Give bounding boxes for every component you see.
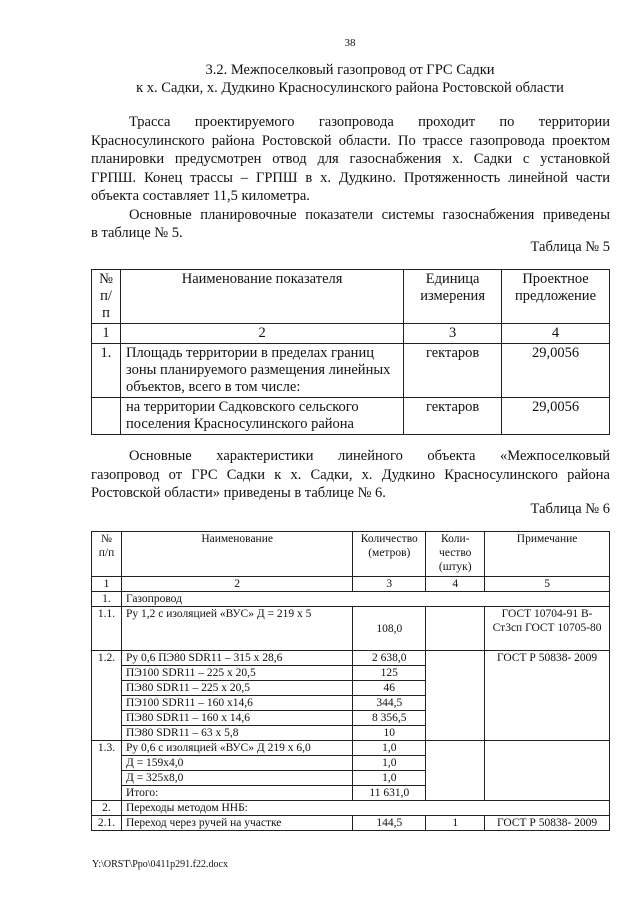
row-name: Итого: <box>121 786 352 801</box>
row-count <box>426 607 485 651</box>
row-name: Переход через ручей на участке <box>121 816 352 831</box>
row-count <box>426 741 485 801</box>
row-number: 2. <box>92 801 122 816</box>
row-count: 1 <box>426 816 485 831</box>
row-name: Переходы методом ННБ: <box>121 801 609 816</box>
row-name: Ру 0,6 с изоляцией «ВУС» Д 219 х 6,0 <box>121 741 352 756</box>
page-number: 38 <box>344 37 356 49</box>
row-quantity: 8 356,5 <box>353 711 426 726</box>
table-number-row <box>92 577 610 592</box>
row-number: 2.1. <box>92 816 122 831</box>
row-quantity: 125 <box>353 666 426 681</box>
row-number: 1.1. <box>92 607 122 651</box>
para1-line: объекта составляет 11,5 километра. <box>91 188 310 204</box>
row-quantity: 344,5 <box>353 696 426 711</box>
number-cell: 3 <box>404 324 502 344</box>
number-cell: 4 <box>426 577 485 592</box>
row-name: ПЭ100 SDR11 – 225 х 20,5 <box>121 666 352 681</box>
table6-caption: Таблица № 6 <box>530 501 610 517</box>
row-note <box>485 741 610 801</box>
row-number: 1. <box>92 344 121 398</box>
number-cell: 1 <box>92 577 122 592</box>
row-unit: гектаров <box>404 398 502 435</box>
row-quantity: 11 631,0 <box>353 786 426 801</box>
row-name: Газопровод <box>121 592 609 607</box>
row-name: ПЭ100 SDR11 – 160 х14,6 <box>121 696 352 711</box>
row-number <box>92 398 121 435</box>
header-cell: Наименование показателя <box>120 270 403 324</box>
table5-caption: Таблица № 5 <box>530 239 610 255</box>
row-number: 1.2. <box>92 651 122 741</box>
header-cell: Количество (метров) <box>353 532 426 577</box>
table-5 <box>91 269 610 435</box>
table-header-row <box>92 270 610 324</box>
number-cell: 2 <box>121 577 352 592</box>
row-name: на территории Садковского сельского поселения Красносулинского района <box>120 398 403 435</box>
table-row <box>92 651 610 666</box>
row-name: ПЭ80 SDR11 – 160 х 14,6 <box>121 711 352 726</box>
row-quantity: 10 <box>353 726 426 741</box>
header-cell: Единица измерения <box>404 270 502 324</box>
table-6 <box>91 531 610 831</box>
row-value: 29,0056 <box>502 398 610 435</box>
row-quantity: 1,0 <box>353 741 426 756</box>
table-row <box>92 816 610 831</box>
row-unit: гектаров <box>404 344 502 398</box>
para2-line: в таблице № 5. <box>91 225 183 241</box>
row-name: Д = 325х8,0 <box>121 771 352 786</box>
header-cell: Примечание <box>485 532 610 577</box>
row-quantity: 46 <box>353 681 426 696</box>
number-cell: 5 <box>485 577 610 592</box>
row-name: Ру 1,2 с изоляцией «ВУС» Д = 219 х 5 <box>121 607 352 651</box>
row-quantity: 144,5 <box>353 816 426 831</box>
para1-line: ГРПШ. Конец трассы – ГРПШ в х. Дудкино. Протяженность линейной части <box>91 169 610 186</box>
para3-line: Основные характеристики линейного объекта «Межпоселковый <box>129 448 610 464</box>
header-cell: № п/п <box>92 270 121 324</box>
row-quantity: 1,0 <box>353 771 426 786</box>
table-header-row <box>92 532 610 577</box>
row-name: Ру 0,6 ПЭ80 SDR11 – 315 х 28,6 <box>121 651 352 666</box>
number-cell: 3 <box>353 577 426 592</box>
table-row <box>92 344 610 398</box>
row-name: Д = 159х4,0 <box>121 756 352 771</box>
para2-line: Основные планировочные показатели системы газоснабжения приведены <box>129 206 610 223</box>
footer-file-path: Y:\ORST\Ppo\0411p291.f22.docx <box>92 859 228 870</box>
para3-line: газопровод от ГРС Садки к х. Садки, х. Дудкино Красносулинского района <box>91 466 610 483</box>
row-name: ПЭ80 SDR11 – 225 х 20,5 <box>121 681 352 696</box>
row-note: ГОСТ Р 50838- 2009 <box>485 816 610 831</box>
row-note: ГОСТ Р 50838- 2009 <box>485 651 610 741</box>
row-quantity: 108,0 <box>353 607 426 651</box>
row-number: 1. <box>92 592 122 607</box>
para1-line: планировки предусмотрен отвод для газоснабжения х. Садки с установкой <box>91 151 610 167</box>
row-count <box>426 651 485 741</box>
row-name: ПЭ80 SDR11 – 63 х 5,8 <box>121 726 352 741</box>
header-cell: № п/п <box>92 532 122 577</box>
table-row <box>92 607 610 651</box>
para3-line: Ростовской области» приведены в таблице № 6. <box>91 485 386 501</box>
header-cell: Проектное предложение <box>502 270 610 324</box>
table-row <box>92 741 610 756</box>
number-cell: 2 <box>120 324 403 344</box>
table-row <box>92 801 610 816</box>
row-quantity: 2 638,0 <box>353 651 426 666</box>
row-number: 1.3. <box>92 741 122 801</box>
row-quantity: 1,0 <box>353 756 426 771</box>
para1-line: Красносулинского района Ростовской области. По трассе газопровода проектом <box>91 132 610 149</box>
row-value: 29,0056 <box>502 344 610 398</box>
header-cell: Коли-чество (штук) <box>426 532 485 577</box>
row-name: Площадь территории в пределах границ зоны планируемого размещения линейных объектов, всего в том числе: <box>120 344 403 398</box>
section-heading-line2: к х. Садки, х. Дудкино Красносулинского района Ростовской области <box>136 80 564 96</box>
table-row <box>92 398 610 435</box>
table-number-row <box>92 324 610 344</box>
row-note: ГОСТ 10704-91 В-Ст3сп ГОСТ 10705-80 <box>485 607 610 651</box>
para1-line: Трасса проектируемого газопровода проходит по территории <box>129 114 610 130</box>
number-cell: 1 <box>92 324 121 344</box>
header-cell: Наименование <box>121 532 352 577</box>
number-cell: 4 <box>502 324 610 344</box>
section-heading-line1: 3.2. Межпоселковый газопровод от ГРС Садки <box>205 62 495 78</box>
table-row <box>92 592 610 607</box>
